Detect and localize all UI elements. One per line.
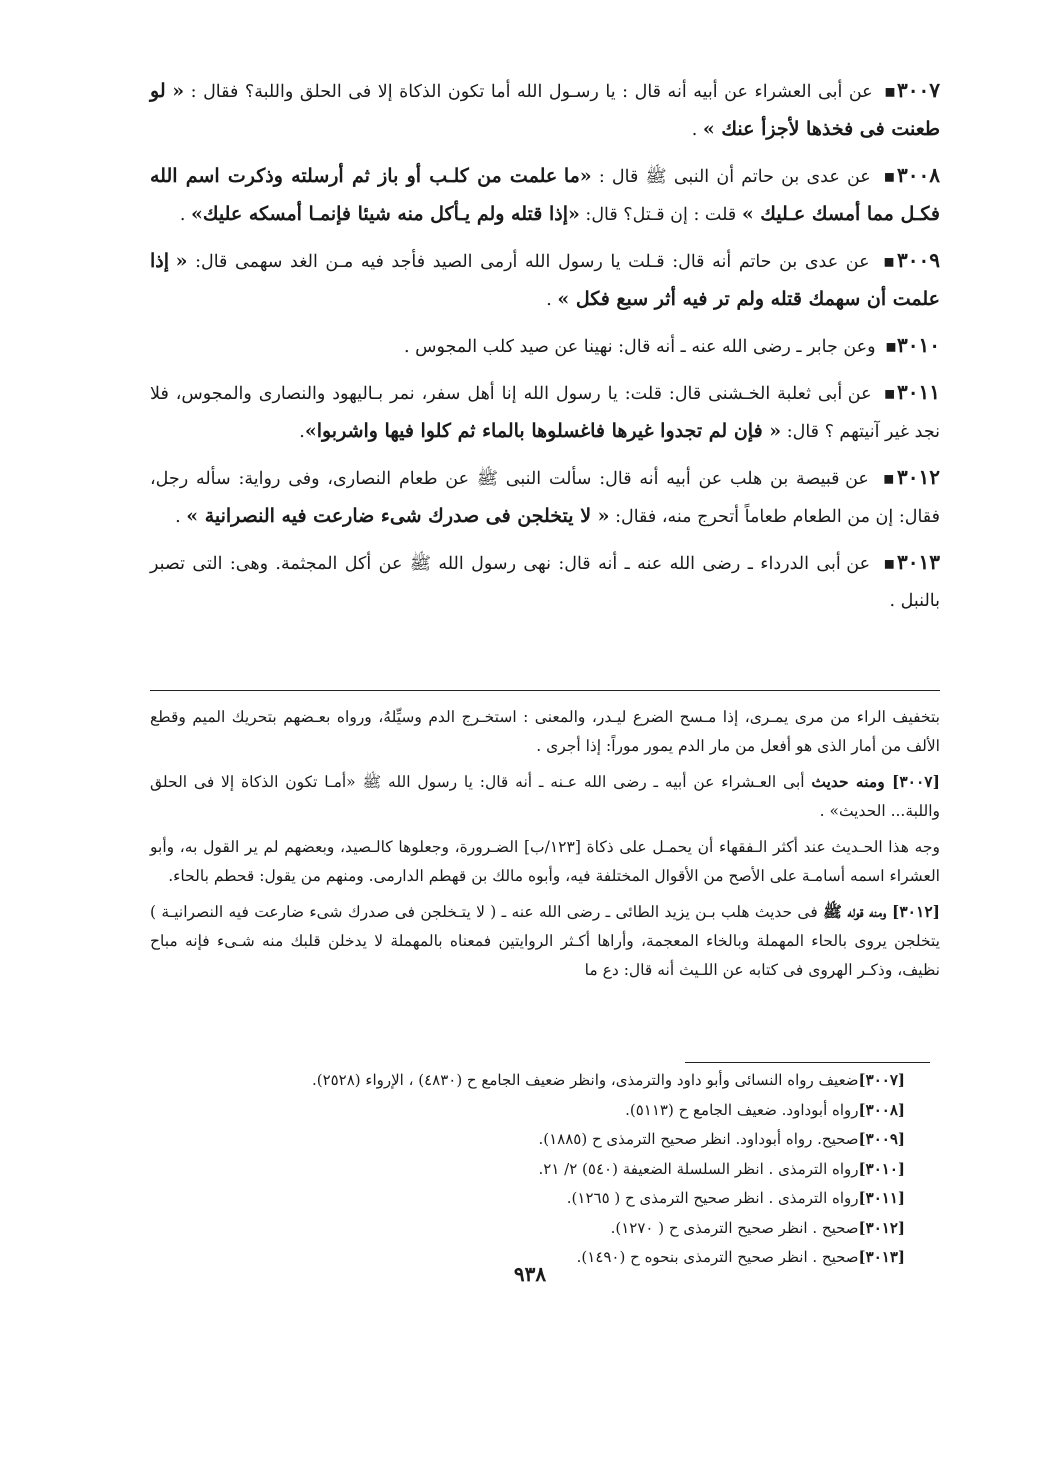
hadith-3007 <box>150 72 940 149</box>
commentary-paragraph <box>150 832 940 891</box>
commentary-lead: [٣٠٠٧] ومنه حديث <box>811 772 940 791</box>
commentary-paragraph <box>150 702 940 761</box>
hadith-quote: « لا يتخلجن فى صدرك شىء ضارعت فيه النصرانية » <box>186 505 610 527</box>
hadith-text: عن أبى العشراء عن أبيه أنه قال : يا رسـول الله أما تكون الذكاة إلا فى الحلق واللبة؟ فقال : <box>184 82 873 102</box>
hadith-3012 <box>150 459 940 536</box>
commentary-section <box>150 702 940 991</box>
bullet-marker: ▪ <box>881 252 898 272</box>
hadith-text: عن أبى ثعلبة الخـشنى قال: قلت: يا رسول الله إنا أهل سفر، نمر بـاليهود والنصارى والمجوس، فلا نجد غير آنيتهم ؟ قال: <box>150 384 940 442</box>
footnote-item <box>150 1066 905 1096</box>
commentary-paragraph <box>150 767 940 826</box>
bullet-marker: ▪ <box>881 167 898 187</box>
commentary-text: أبى العـشراء عن أبيه ـ رضى الله عـنه ـ أنه قال: يا رسول الله ﷺ «أمـا تكون الذكاة إلا فى الحلق واللبة... الحديث» . <box>150 773 940 820</box>
hadith-3009 <box>150 242 940 319</box>
footnote-item <box>150 1214 905 1244</box>
hadith-tail: . <box>691 120 703 140</box>
footnote-text: صحيح . انظر صحيح الترمذى ح ( ١٢٧٠). <box>610 1218 859 1237</box>
hadith-tail: . <box>179 205 191 225</box>
hadith-number: ٣٠٠٩ <box>897 248 940 272</box>
hadith-section <box>150 72 940 628</box>
hadith-number: ٣٠٠٧ <box>897 78 940 102</box>
commentary-lead: [٣٠١٢] ومنه قوله ﷺ <box>823 902 940 921</box>
page-number: ٩٣٨ <box>513 1262 547 1286</box>
footnote-item <box>150 1184 905 1214</box>
footnote-item <box>150 1096 905 1126</box>
hadith-text: عن أبى الدرداء ـ رضى الله عنه ـ أنه قال: نهى رسول الله ﷺ عن أكل المجثمة. وهى: التى تصبر بالنبل . <box>150 554 940 611</box>
hadith-tail: . <box>299 422 305 442</box>
hadith-number: ٣٠١٠ <box>897 333 940 357</box>
hadith-text-2: قلت : إن قـتل؟ قال: <box>579 205 742 225</box>
hadith-3010 <box>150 327 940 366</box>
footnote-text: رواه الترمذى . انظر صحيح الترمذى ح ( ١٢٦٥). <box>566 1189 859 1207</box>
hadith-quote: « لو طعنت فى فخذها لأجزأ عنك » <box>150 80 940 140</box>
footnote-number: [٣٠١٢] <box>858 1218 905 1237</box>
hadith-number: ٣٠١٣ <box>897 550 940 574</box>
hadith-tail: . <box>546 290 558 310</box>
commentary-text: فى حديث هلب بـن يزيد الطائى ـ رضى الله عنه ـ ( لا يتـخلجن فى صدرك شىء ضارعت فيه النصرانيـة ) يتخلجن يروى بالحاء المهملة وبالخاء المعجمة، وأراها أكـثر الروايتين فمعناه بالمهملة لا يدخلن قلبك منه شـىء فإنه مباح نظيف، وذكـر الهروى فى كتابه عن اللـيث أنه قال: دع ما <box>150 903 940 979</box>
commentary-text: بتخفيف الراء من مرى يمـرى، إذا مـسح الضرع ليـدر، والمعنى : استخـرج الدم وسيِّلهُ، ورواه بعـضهم بتحريك الميم وقطع الألف من أمار الذى هو أفعل من مار الدم يمور موراً: إذا أجرى . <box>150 708 940 755</box>
footnote-number: [٣٠١٠] <box>858 1159 905 1178</box>
footnote-divider <box>685 1062 930 1063</box>
footnote-number: [٣٠٠٧] <box>858 1071 905 1089</box>
bullet-marker: ▪ <box>880 469 898 489</box>
footnote-text: رواه الترمذى . انظر السلسلة الضعيفة (٥٤٠) ٢/ ٢١. <box>538 1159 859 1178</box>
footnote-number: [٣٠٠٩] <box>858 1130 905 1148</box>
footnote-number: [٣٠١١] <box>858 1189 905 1207</box>
hadith-3008 <box>150 157 940 234</box>
bullet-marker: ▪ <box>881 554 898 574</box>
commentary-text: وجه هذا الحـديث عند أكثر الـفقهاء أن يحمـل على ذكاة [١٢٣/ب] الضـرورة، وجعلوها كالـصيد، وبعضهم لم ير القول به، وأبو العشراء اسمه أسامـة على الأصح من الأقوال المختلفة فيه، وأبوه مالك بن قهطم الدارمى. ومنهم من يقول: قحطم بالحاء. <box>150 838 940 885</box>
commentary-divider <box>150 690 940 691</box>
hadith-number: ٣٠١١ <box>897 380 940 404</box>
hadith-tail: . <box>175 507 187 527</box>
hadith-text: عن عدى بن حاتم أن النبى ﷺ قال : <box>591 167 871 187</box>
footnotes <box>150 1066 905 1273</box>
footnote-number: [٣٠٠٨] <box>858 1100 905 1119</box>
hadith-3011 <box>150 374 940 451</box>
footnote-text: صحيح. رواه أبوداود. انظر صحيح الترمذى ح (١٨٨٥). <box>538 1130 859 1148</box>
hadith-3013 <box>150 544 940 620</box>
hadith-text: عن عدى بن حاتم أنه قال: قـلت يا رسول الله أرمى الصيد فأجد فيه مـن الغد سهمى قال: <box>187 252 870 272</box>
bullet-marker: ▪ <box>882 384 898 404</box>
bullet-marker: ▪ <box>885 337 898 357</box>
hadith-quote: « إذا علمت أن سهمك قتله ولم تر فيه أثر سبع فكل » <box>150 250 940 310</box>
footnote-text: صحيح . انظر صحيح الترمذى بنحوه ح (١٤٩٠). <box>576 1248 859 1266</box>
bullet-marker: ▪ <box>883 82 898 102</box>
hadith-text: وعن جابر ـ رضى الله عنه ـ أنه قال: نهينا عن صيد كلب المجوس . <box>403 337 876 357</box>
hadith-number: ٣٠١٢ <box>897 465 940 489</box>
footnote-number: [٣٠١٣] <box>858 1248 905 1266</box>
footnote-item <box>150 1125 905 1155</box>
commentary-paragraph <box>150 897 940 985</box>
hadith-quote: « فإن لم تجدوا غيرها فاغسلوها بالماء ثم كلوا فيها واشربوا» <box>304 420 782 442</box>
footnote-item <box>150 1155 905 1185</box>
footnote-text: ضعيف رواه النسائى وأبو داود والترمذى، وانظر ضعيف الجامع ح (٤٨٣٠) ، الإرواء (٢٥٢٨). <box>311 1071 859 1089</box>
hadith-text: عن قبيصة بن هلب عن أبيه أنه قال: سألت النبى ﷺ عن طعام النصارى، وفى رواية: سأله رجل، فقال: إن من الطعام طعاماً أتحرج منه، فقال: <box>150 469 940 527</box>
footnote-text: رواه أبوداود. ضعيف الجامع ح (٥١١٣). <box>625 1100 859 1119</box>
hadith-quote-2: «إذا قتله ولم يـأكل منه شيئا فإنمـا أمسكه عليك» <box>190 203 580 225</box>
hadith-number: ٣٠٠٨ <box>897 163 940 187</box>
hadith-quote: «ما علمت من كلـب أو باز ثم أرسلته وذكرت اسم الله فكـل مما أمسك عـليك » <box>150 165 940 225</box>
